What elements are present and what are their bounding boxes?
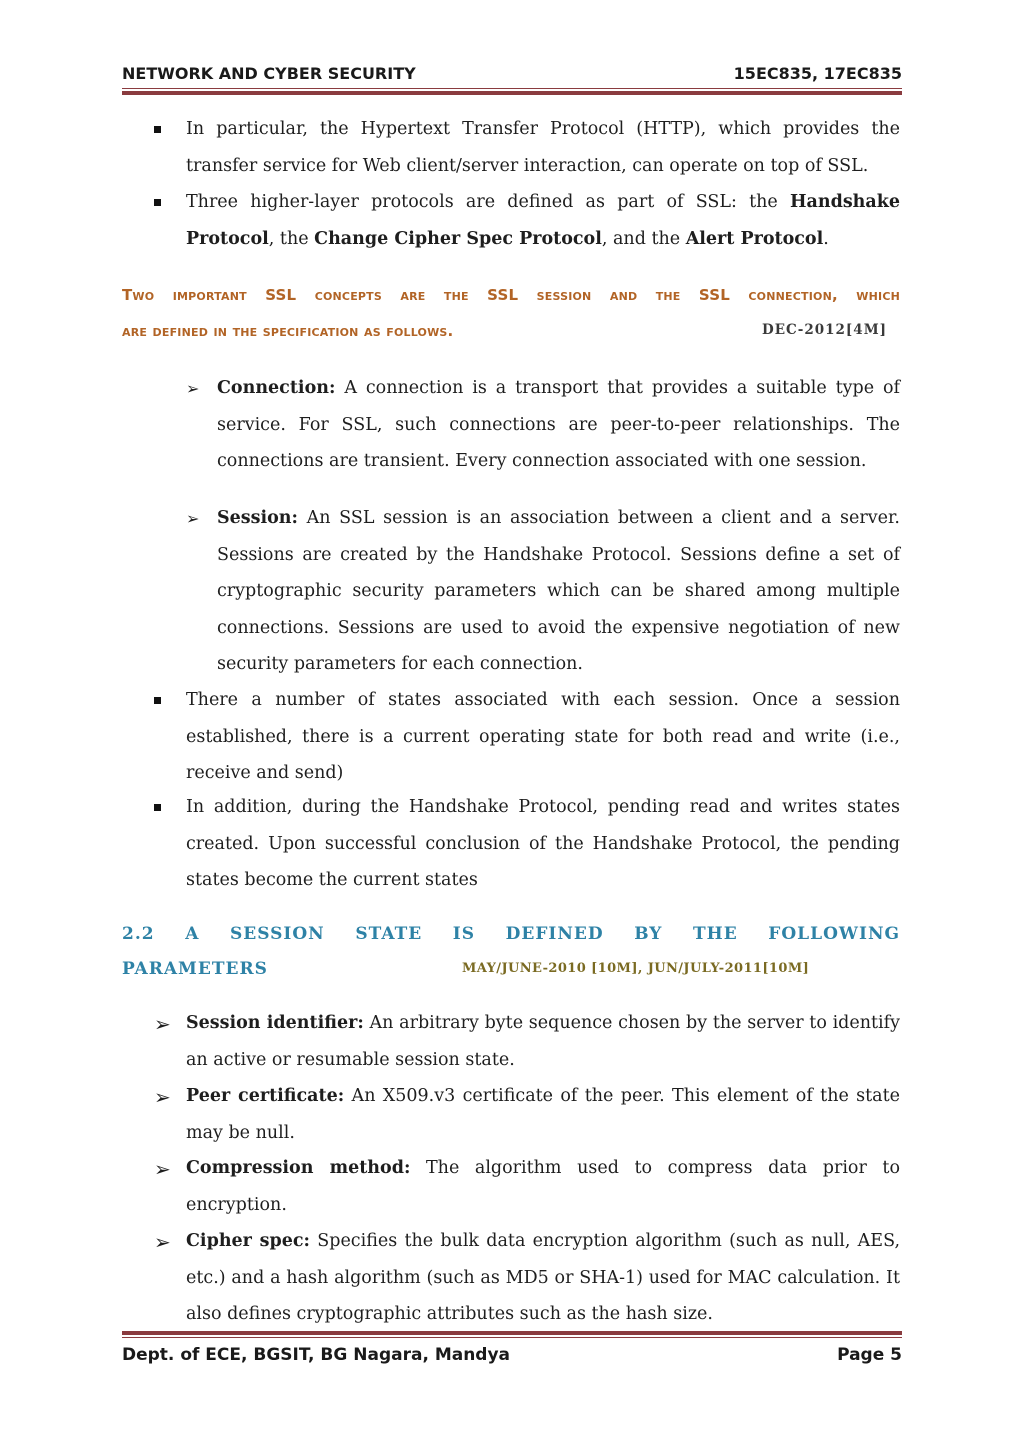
bullet-http-text: In particular, the Hypertext Transfer Protocol (HTTP), which provides the transfer service for Web client/server interaction, can operate on top of SSL. <box>186 119 900 176</box>
square-bullet-icon <box>154 126 161 133</box>
square-bullet-icon <box>154 804 161 811</box>
arrow-bullet-icon: ➢ <box>154 1085 171 1109</box>
concept-connection <box>217 370 900 480</box>
param-text: An X509.v3 certificate of the peer. This element of the state may be null. <box>186 1086 901 1143</box>
bullet-text: , the <box>268 228 315 249</box>
param-text: Specifies the bulk data encryption algorithm (such as null, AES, etc.) and a hash algorithm (such as MD5 or SHA-1) used for MAC calculation. It also defines cryptographic attributes such as the hash size. <box>186 1231 901 1324</box>
concepts-heading-line1: Two important SSL concepts are the SSL session and the SSL connection, which <box>122 286 900 304</box>
change-cipher-spec-term: Change Cipher Spec Protocol <box>314 228 602 249</box>
page-footer <box>122 1340 902 1370</box>
param-peer-certificate <box>186 1078 900 1151</box>
exam-tag-2010-2011: MAY/JUNE-2010 [10M], JUN/JULY-2011[10M] <box>462 961 810 976</box>
param-term: Compression method: <box>186 1158 411 1178</box>
bullet-pending-states: In addition, during the Handshake Protocol, pending read and writes states created. Upon successful conclusion of the Handshake Protocol, the pending states become the current states <box>186 797 900 890</box>
bullet-text: Three higher-layer protocols are defined as part of SSL: the <box>186 192 790 212</box>
bullet-states: There a number of states associated with each session. Once a session established, there is a current operating state for both read and write (i.e., receive and send) <box>186 690 900 783</box>
section-heading-line1: 2.2 A SESSION STATE IS DEFINED BY THE FOLLOWING <box>122 924 900 944</box>
footer-rule-thin <box>122 1337 902 1338</box>
concepts-heading-line2: are defined in the specification as follows. <box>122 322 454 340</box>
concept-text: An SSL session is an association between a client and a server. Sessions are created by the Handshake Protocol. Sessions define a set of cryptographic security parameters which can be shared among multiple connections. Sessions are used to avoid the expensive negotiation of new security parameters for each connection. <box>217 508 900 674</box>
arrow-bullet-icon: ➢ <box>154 1230 171 1254</box>
concept-text: A connection is a transport that provides a suitable type of service. For SSL, such connections are peer-to-peer relationships. The connections are transient. Every connection associated with one session. <box>217 378 900 471</box>
bullet-text: , and the <box>601 228 686 249</box>
param-term: Peer certificate: <box>186 1086 345 1106</box>
footer-rule-thick <box>122 1331 902 1335</box>
square-bullet-icon <box>154 697 161 704</box>
bullet-http <box>186 111 900 184</box>
param-compression-method <box>186 1150 900 1223</box>
param-term: Cipher spec: <box>186 1231 311 1251</box>
param-text: The algorithm used to compress data prior to encryption. <box>186 1158 900 1215</box>
handshake-protocol-term: Handshake Protocol <box>186 192 900 249</box>
param-cipher-spec <box>186 1223 900 1333</box>
bullet-higher-layer <box>186 184 900 257</box>
param-term: Session identifier: <box>186 1013 364 1033</box>
concept-session <box>217 500 900 683</box>
square-bullet-icon <box>154 199 161 206</box>
footer-department: Dept. of ECE, BGSIT, BG Nagara, Mandya <box>122 1345 511 1365</box>
param-session-identifier <box>186 1005 900 1078</box>
concept-term: Session: <box>217 508 298 528</box>
header-title: NETWORK AND CYBER SECURITY <box>122 63 416 83</box>
param-text: An arbitrary byte sequence chosen by the server to identify an active or resumable session state. <box>186 1013 900 1070</box>
header-course-codes: 15EC835, 17EC835 <box>733 63 902 83</box>
header-rule-thin <box>122 88 902 89</box>
bullet-text: . <box>823 228 829 249</box>
alert-protocol-term: Alert Protocol <box>685 228 824 249</box>
page-header <box>122 60 902 86</box>
arrow-bullet-icon: ➢ <box>186 509 200 528</box>
concept-term: Connection: <box>217 378 336 398</box>
arrow-bullet-icon: ➢ <box>154 1012 171 1036</box>
exam-tag-dec-2012: DEC-2012[4M] <box>762 322 888 338</box>
arrow-bullet-icon: ➢ <box>154 1157 171 1181</box>
section-heading-line2: PARAMETERS <box>122 959 268 979</box>
header-rule-thick <box>122 91 902 95</box>
page-number: Page 5 <box>837 1345 902 1365</box>
arrow-bullet-icon: ➢ <box>186 379 200 398</box>
